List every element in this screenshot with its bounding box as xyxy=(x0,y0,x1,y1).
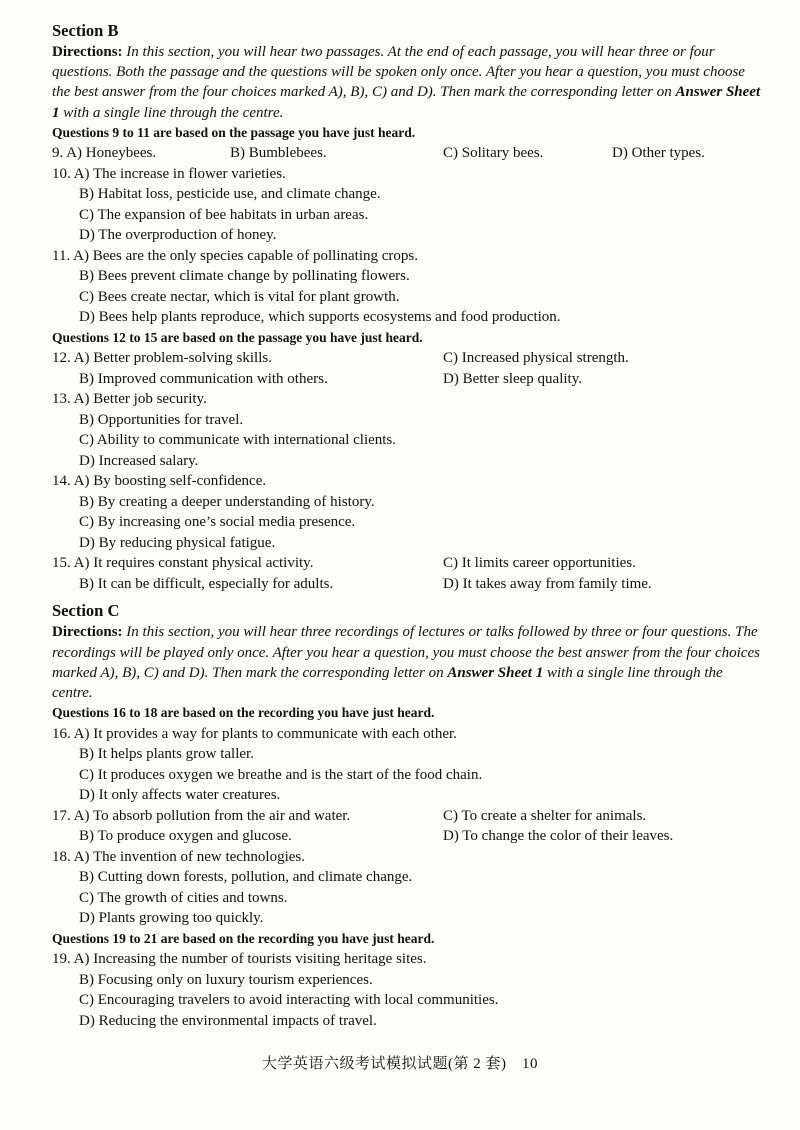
section-b-title: Section B xyxy=(52,21,119,40)
option: C) The expansion of bee habitats in urban areas. xyxy=(79,206,369,223)
option: B) It can be difficult, especially for adults. xyxy=(79,575,334,592)
question-group-header: Questions 16 to 18 are based on the recording you have just heard. xyxy=(52,705,435,721)
option: 15. A) It requires constant physical activity. xyxy=(52,555,314,572)
option: D) Better sleep quality. xyxy=(443,370,582,387)
directions-text: In this section, you will hear two passages. At the end of each passage, you will hear three or four questions. Both the passage and the questions will be spoken only once. After you hear a question, you must choose the best answer from the four choices marked A), B), C) and D). Then mark the corresponding letter on xyxy=(52,44,745,101)
option: B) Improved communication with others. xyxy=(79,370,328,387)
section-c-title: Section C xyxy=(52,601,120,621)
option: D) To change the color of their leaves. xyxy=(443,828,674,845)
question-12-row1 xyxy=(52,348,764,369)
question-9 xyxy=(52,143,764,164)
section-c-directions xyxy=(52,622,764,703)
question-17-row2 xyxy=(52,826,764,847)
option: 13. A) Better job security. xyxy=(52,391,207,408)
option: 18. A) The invention of new technologies. xyxy=(52,848,306,865)
option: C) Bees create nectar, which is vital for plant growth. xyxy=(79,288,400,305)
directions-label: Directions: xyxy=(52,624,123,641)
option: D) Other types. xyxy=(612,145,705,162)
question-17-row1 xyxy=(52,806,764,827)
option: 10. A) The increase in flower varieties. xyxy=(52,165,286,182)
answer-sheet-ref: Answer Sheet 1 xyxy=(52,84,761,121)
directions-text-end: with a single line through the centre. xyxy=(52,664,723,701)
option: D) Increased salary. xyxy=(79,452,199,469)
option: B) Cutting down forests, pollution, and climate change. xyxy=(79,869,413,886)
option: 19. A) Increasing the number of tourists visiting heritage sites. xyxy=(52,951,427,968)
option: B) By creating a deeper understanding of history. xyxy=(79,493,375,510)
option: D) It takes away from family time. xyxy=(443,575,652,592)
option: 16. A) It provides a way for plants to communicate with each other. xyxy=(52,725,457,742)
option: D) Plants growing too quickly. xyxy=(79,910,264,927)
section-b-directions xyxy=(52,42,764,123)
option: B) Focusing only on luxury tourism experiences. xyxy=(79,971,373,988)
option: C) Encouraging travelers to avoid interacting with local communities. xyxy=(79,992,499,1009)
question-15-row1 xyxy=(52,553,764,574)
question-group-header: Questions 9 to 11 are based on the passage you have just heard. xyxy=(52,124,416,140)
option: 12. A) Better problem-solving skills. xyxy=(52,350,272,367)
question-15-row2 xyxy=(52,574,764,595)
option: C) By increasing one’s social media presence. xyxy=(79,514,356,531)
option: C) To create a shelter for animals. xyxy=(443,807,647,824)
option: 17. A) To absorb pollution from the air and water. xyxy=(52,807,351,824)
answer-sheet-ref: Answer Sheet 1 xyxy=(447,664,544,681)
option: C) It produces oxygen we breathe and is the start of the food chain. xyxy=(79,766,483,783)
option: D) Reducing the environmental impacts of travel. xyxy=(79,1012,377,1029)
question-12-row2 xyxy=(52,369,764,390)
option: 14. A) By boosting self-confidence. xyxy=(52,473,267,490)
option: D) Bees help plants reproduce, which supports ecosystems and food production. xyxy=(79,309,561,326)
page-footer: 大学英语六级考试模拟试题(第 2 套) 10 xyxy=(262,1056,538,1072)
option: C) The growth of cities and towns. xyxy=(79,889,288,906)
option: 9. A) Honeybees. xyxy=(52,145,157,162)
option: B) Opportunities for travel. xyxy=(79,411,244,428)
option: D) It only affects water creatures. xyxy=(79,787,281,804)
question-group-header: Questions 12 to 15 are based on the passage you have just heard. xyxy=(52,329,423,345)
question-group-header: Questions 19 to 21 are based on the recording you have just heard. xyxy=(52,930,435,946)
option: B) It helps plants grow taller. xyxy=(79,746,254,763)
option: C) Ability to communicate with international clients. xyxy=(79,432,397,449)
option: C) It limits career opportunities. xyxy=(443,555,636,572)
page-content xyxy=(52,20,764,1031)
option: C) Increased physical strength. xyxy=(443,350,629,367)
option: C) Solitary bees. xyxy=(443,145,544,162)
option: 11. A) Bees are the only species capable of pollinating crops. xyxy=(52,247,418,264)
option: B) Habitat loss, pesticide use, and climate change. xyxy=(79,186,381,203)
option: B) Bees prevent climate change by pollinating flowers. xyxy=(79,268,410,285)
option: B) Bumblebees. xyxy=(230,145,327,162)
option: D) The overproduction of honey. xyxy=(79,227,277,244)
directions-text-end: with a single line through the centre. xyxy=(59,104,284,121)
option: D) By reducing physical fatigue. xyxy=(79,534,276,551)
directions-text: In this section, you will hear three recordings of lectures or talks followed by three or four questions. The recordings will be played only once. After you hear a question, you must choose the best answer from the four choices marked A), B), C) and D). Then mark the corresponding letter on xyxy=(52,624,760,681)
option: B) To produce oxygen and glucose. xyxy=(79,828,292,845)
directions-label: Directions: xyxy=(52,44,123,60)
